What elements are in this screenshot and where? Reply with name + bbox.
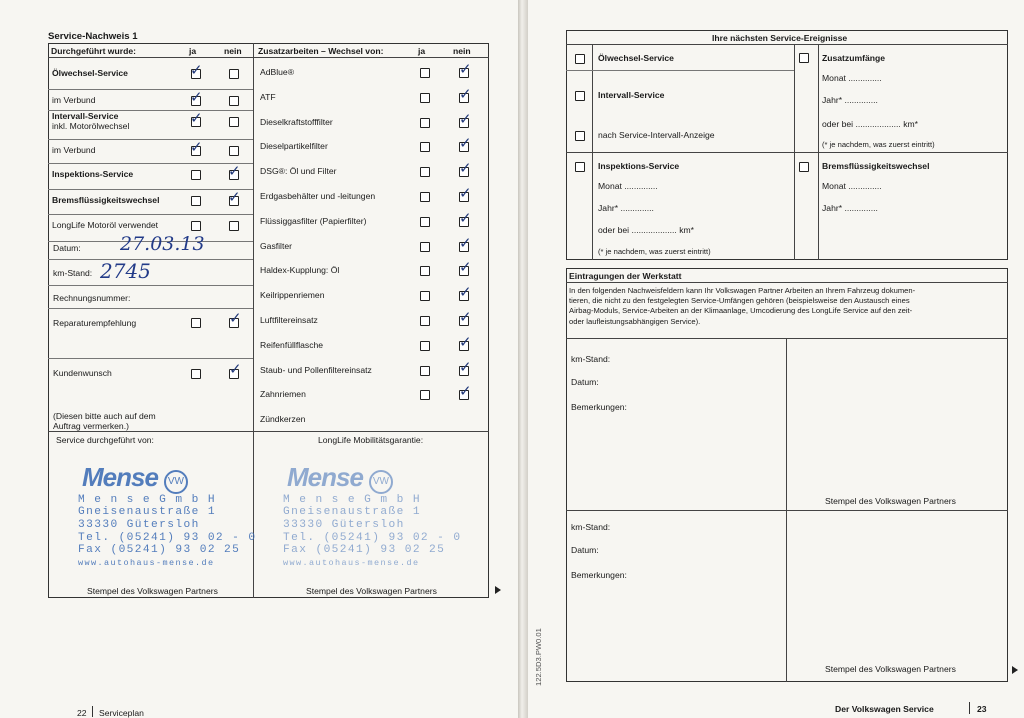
stamp-logo: Mense [82,462,158,492]
row-divider [48,89,253,90]
stamp-line3: 33330 Gütersloh [78,518,200,531]
checklist-ja-checkbox[interactable] [191,196,201,206]
zusatz-footnote: (* je nachdem, was zuerst eintritt) [822,140,935,149]
stamp-line4: Tel. (05241) 93 02 - 0 [78,531,257,544]
reparatur-ja-checkbox[interactable] [191,318,201,328]
check-mark-icon: ✓ [459,184,472,202]
stamp-line2: Gneisenaustraße 1 [283,506,421,519]
checklist-label: im Verbund [52,145,96,155]
inspektion-footnote: (* je nachdem, was zuerst eintritt) [598,247,711,256]
zusatz-label: Zahnriemen [260,389,306,400]
checklist-sublabel: inkl. Motorölwechsel [52,121,130,131]
mobility-label: LongLife Mobilitätsgarantie: [318,435,424,445]
stamp-line6: www.autohaus-mense.de [283,557,420,568]
zusatz-label: Gasfilter [260,240,292,251]
checklist-label: im Verbund [52,95,96,105]
footer-title: Serviceplan [99,708,144,718]
stamp-caption-right: Stempel des Volkswagen Partners [306,586,437,596]
stamp-line6: www.autohaus-mense.de [78,557,215,568]
datum-label-2: Datum: [571,545,599,555]
datum-label-1: Datum: [571,377,599,387]
stamp-line5: Fax (05241) 93 02 25 [283,544,446,557]
zusatz-label: Luftfiltereinsatz [260,315,318,325]
inspektion-monat: Monat .............. [598,181,658,191]
reparatur-nein-check-icon: ✓ [229,309,242,327]
stamp-caption-2: Stempel des Volkswagen Partners [825,664,956,674]
zusatz-label: Dieselkraftstofffilter [260,116,333,127]
brems-label: Bremsflüssigkeitswechsel [822,161,930,171]
book-gutter [518,0,528,718]
brems-monat: Monat .............. [822,181,882,191]
zusatz-ja-checkbox[interactable] [420,167,430,177]
footer-title: Der Volkswagen Service [835,704,934,714]
stamp-line2: Gneisenaustraße 1 [78,506,216,519]
kundenwunsch-ja-checkbox[interactable] [191,369,201,379]
partner-stamp-left [78,462,257,569]
km-stand-label-2: km-Stand: [571,522,611,532]
footer-page-number: 23 [977,704,987,714]
checklist-label: Ölwechsel-Service [52,68,128,78]
zusatz-ja-checkbox[interactable] [420,192,430,202]
ja-header-1: ja [189,46,197,56]
checklist-label: Bremsflüssigkeitswechsel [52,195,160,205]
zusatz-ja-checkbox[interactable] [420,217,430,227]
zusatz-ja-checkbox[interactable] [420,142,430,152]
stamp-caption-1: Stempel des Volkswagen Partners [825,496,956,506]
werkstatt-text [569,286,915,327]
zusatz-checkbox[interactable] [799,53,809,63]
check-mark-icon: ✓ [459,60,472,78]
stamp-line1: M e n s e G m b H [78,493,216,506]
stamp-caption-left: Stempel des Volkswagen Partners [87,586,218,596]
oel-checkbox[interactable] [575,54,585,64]
zusatz-ja-checkbox[interactable] [420,118,430,128]
brems-checkbox[interactable] [799,162,809,172]
row-divider [48,139,253,140]
zusatz-ja-checkbox[interactable] [420,266,430,276]
check-mark-icon: ✓ [459,208,472,227]
zusatz-ja-checkbox[interactable] [420,93,430,103]
check-mark-icon: ✓ [459,308,472,326]
row-divider [48,214,253,215]
rechnung-label: Rechnungsnummer: [53,293,131,303]
stamp-line1: M e n s e G m b H [283,493,421,506]
zusatz-label: ATF [260,91,276,102]
zusatz-label: Keilrippenriemen [260,290,325,301]
werkstatt-box [566,268,1008,682]
zusatz-label: Erdgasbehälter und -leitungen [260,191,376,201]
zusatz-ja-checkbox[interactable] [420,68,430,78]
stamp-line3: 33330 Gütersloh [283,518,405,531]
zusatz-monat: Monat .............. [822,73,882,83]
partner-stamp-right [283,462,462,569]
zusatz-label: Flüssiggasfilter (Papierfilter) [260,215,367,226]
zusatz-ja-checkbox[interactable] [420,242,430,252]
zusatz-ja-checkbox[interactable] [420,316,430,326]
row-divider [48,163,253,164]
checklist-ja-checkbox[interactable] [191,170,201,180]
check-mark-icon: ✓ [459,332,472,351]
kundenwunsch-nein-check-icon: ✓ [229,360,242,378]
inspektion-jahr: Jahr* .............. [598,203,654,213]
inspektion-oder-bei: oder bei ................... km* [598,225,694,235]
note-line2: Auftrag vermerken.) [53,421,129,431]
col2-header: Zusatzarbeiten – Wechsel von: [258,46,384,56]
zusatz-ja-checkbox[interactable] [420,390,430,400]
zusatz-ja-checkbox[interactable] [420,366,430,376]
werkstatt-text-line3: Airbag-Moduls, Service-Arbeiten an der Klimaanlage, Umcodierung des LongLife Service auf den zeit- [569,306,913,316]
werkstatt-text-line1: In den folgenden Nachweisfeldern kann Ihr Volkswagen Partner Arbeiten an Ihrem Fahrzeug dokumen- [569,286,916,295]
col1-header: Durchgeführt wurde: [51,46,136,56]
check-mark-icon: ✓ [190,61,203,79]
check-mark-icon: ✓ [190,138,203,156]
check-mark-icon: ✓ [459,159,472,178]
nach-anzeige-label: nach Service-Intervall-Anzeige [598,130,715,140]
oel-label: Ölwechsel-Service [598,53,674,63]
next-arrow-icon [1012,666,1018,674]
stamp-logo: Mense [287,462,363,492]
km-value: 2745 [100,259,151,283]
right-page [528,0,1024,718]
nach-anzeige-checkbox[interactable] [575,131,585,141]
checklist-nein-checkbox[interactable] [229,69,239,79]
reparatur-label: Reparaturempfehlung [53,318,137,328]
zusatz-label: Reifenfüllflasche [260,339,324,350]
checklist-nein-checkbox[interactable] [229,117,239,127]
check-mark-icon: ✓ [190,109,203,127]
stamp-line5: Fax (05241) 93 02 25 [78,544,241,557]
zusatz-label: Zündkerzen [260,414,306,425]
datum-label: Datum: [53,243,81,253]
inspektion-checkbox[interactable] [575,162,585,172]
footer-page-number: 22 [77,708,87,718]
checklist-nein-checkbox[interactable] [229,146,239,156]
nein-header-1: nein [224,46,242,56]
check-mark-icon: ✓ [459,357,472,376]
check-mark-icon: ✓ [459,233,472,252]
zusatz-label: Staub- und Pollenfiltereinsatz [260,364,372,375]
checklist-label: LongLife Motoröl verwendet [52,220,159,230]
check-mark-icon: ✓ [190,88,203,106]
zusatz-label: Haldex-Kupplung: Öl [260,265,340,276]
checklist-label: Intervall-Service [52,111,119,121]
zusatz-label: AdBlue® [260,67,295,77]
check-mark-icon: ✓ [228,162,241,180]
km-label: km-Stand: [53,268,93,278]
section-title: Service-Nachweis 1 [48,31,138,42]
checklist-label: Inspektions-Service [52,169,134,179]
vw-logo-icon: VW [369,470,393,494]
events-header: Ihre nächsten Service-Ereignisse [712,33,848,43]
zusatz-label: Dieselpartikelfilter [260,141,328,152]
zusatz-jahr: Jahr* .............. [822,95,878,105]
kundenwunsch-label: Kundenwunsch [53,368,112,378]
zusatz-ja-checkbox[interactable] [420,341,430,351]
side-code: 122.5D3.PW0.01 [534,628,543,686]
row-divider [48,189,253,190]
intervall-checkbox[interactable] [575,91,585,101]
werkstatt-text-line2: tieren, die nicht zu den festgelegten Service-Umfängen gehören (beispielsweise den Austausch eines [569,296,910,306]
check-mark-icon: ✓ [459,382,472,401]
inspektion-label: Inspektions-Service [598,161,680,171]
service-by-label: Service durchgeführt von: [56,435,154,445]
checklist-nein-checkbox[interactable] [229,96,239,106]
checklist-ja-checkbox[interactable] [191,221,201,231]
zusatz-label: Zusatzumfänge [822,53,886,63]
next-arrow-icon [495,586,501,594]
check-mark-icon: ✓ [459,134,472,153]
check-mark-icon: ✓ [228,188,241,206]
bemerkungen-label-1: Bemerkungen: [571,402,627,412]
vw-logo-icon: VW [164,470,188,494]
check-mark-icon: ✓ [459,84,472,103]
nein-header-2: nein [453,46,471,56]
check-mark-icon: ✓ [459,258,472,277]
checklist-nein-checkbox[interactable] [229,221,239,231]
bemerkungen-label-2: Bemerkungen: [571,570,627,580]
check-mark-icon: ✓ [459,109,472,128]
check-mark-icon: ✓ [459,283,472,302]
datum-value: 27.03.13 [120,233,205,255]
km-stand-label-1: km-Stand: [571,354,611,364]
intervall-label: Intervall-Service [598,90,665,100]
note-line1: (Diesen bitte auch auf dem [53,411,156,421]
zusatz-label: DSG®: Öl und Filter [260,166,337,177]
zusatz-ja-checkbox[interactable] [420,291,430,301]
ja-header-2: ja [418,46,426,56]
werkstatt-title: Eintragungen der Werkstatt [569,271,682,281]
brems-jahr: Jahr* .............. [822,203,878,213]
zusatz-oder-bei: oder bei ................... km* [822,119,918,129]
werkstatt-text-line4: oder laufleistungsabhängigen Service). [569,316,701,326]
stamp-line4: Tel. (05241) 93 02 - 0 [283,531,462,544]
